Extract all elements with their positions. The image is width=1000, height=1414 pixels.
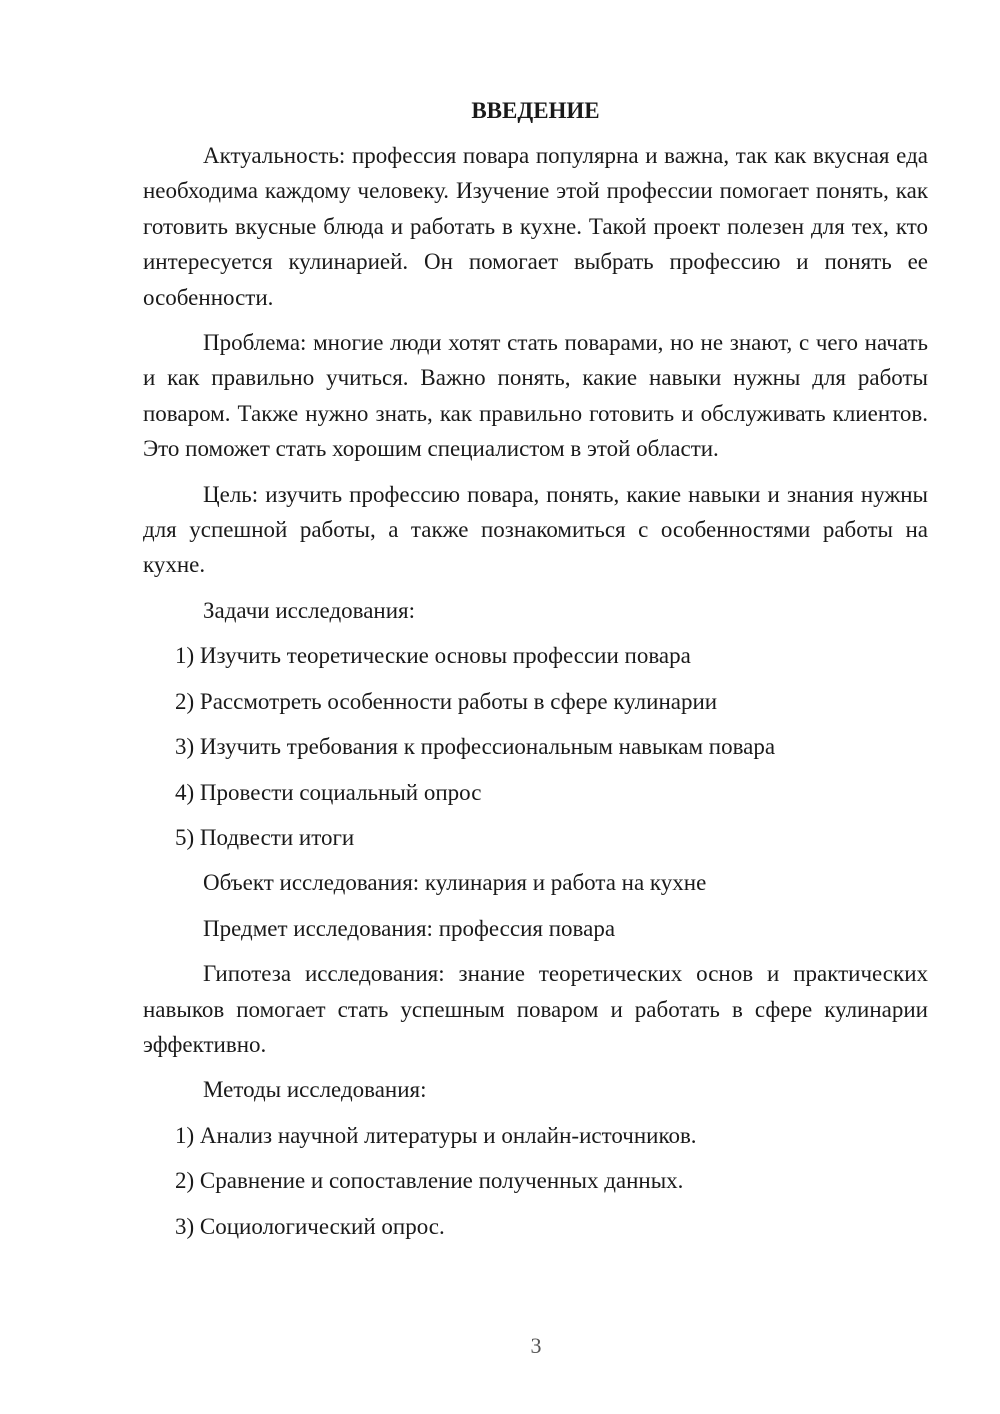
method-item-1: 1) Анализ научной литературы и онлайн-источников.	[175, 1122, 697, 1148]
goal-paragraph: Цель: изучить профессию повара, понять, какие навыки и знания нужны для успешной работы, а также познакомиться с особенностями работы на кухне.	[143, 481, 928, 578]
research-subject: Предмет исследования: профессия повара	[203, 915, 616, 941]
relevance-paragraph: Актуальность: профессия повара популярна и важна, так как вкусная еда необходима каждому человеку. Изучение этой профессии помогает понять, как готовить вкусные блюда и работать в кухне. Такой проект полезен для тех, кто интересуется кулинарией. Он помогает выбрать профессию и понять ее особенности.	[143, 143, 928, 310]
section-title: ВВЕДЕНИЕ	[471, 98, 600, 123]
method-item-2: 2) Сравнение и сопоставление полученных данных.	[175, 1168, 684, 1194]
page-number: 3	[530, 1333, 542, 1358]
task-item-2: 2) Рассмотреть особенности работы в сфере кулинарии	[175, 688, 718, 714]
task-item-1: 1) Изучить теоретические основы профессии повара	[175, 643, 691, 669]
hypothesis-paragraph: Гипотеза исследования: знание теоретических основ и практических навыков помогает стать успешным поваром и работать в сфере кулинарии эффективно.	[143, 961, 928, 1057]
problem-paragraph: Проблема: многие люди хотят стать поварами, но не знают, с чего начать и как правильно учиться. Важно понять, какие навыки нужны для работы поваром. Также нужно знать, как правильно готовить и обслуживать клиентов. Это поможет стать хорошим специалистом в этой области.	[143, 330, 928, 462]
method-item-3: 3) Социологический опрос.	[175, 1213, 445, 1239]
task-item-4: 4) Провести социальный опрос	[175, 779, 482, 805]
tasks-heading: Задачи исследования:	[203, 597, 416, 623]
task-item-5: 5) Подвести итоги	[175, 824, 355, 850]
methods-heading: Методы исследования:	[203, 1077, 427, 1103]
research-object: Объект исследования: кулинария и работа на кухне	[203, 870, 707, 896]
document-page	[143, 93, 928, 1254]
task-item-3: 3) Изучить требования к профессиональным навыкам повара	[175, 734, 776, 760]
